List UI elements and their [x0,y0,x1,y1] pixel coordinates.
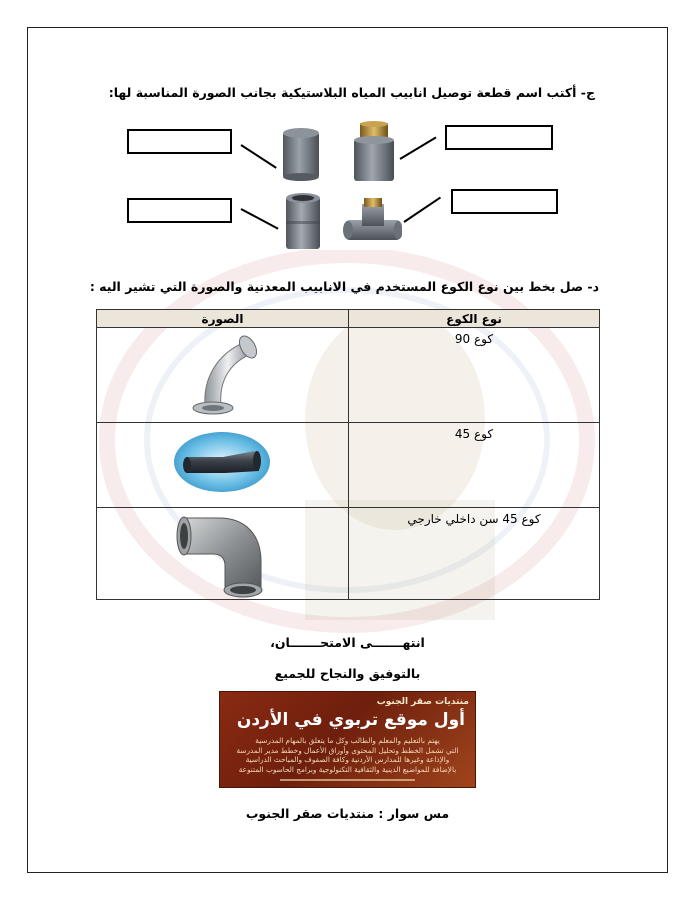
column-header-image: الصورة [97,310,349,328]
elbow-type-cell[interactable] [349,508,600,600]
elbow-image-cell[interactable] [97,508,349,600]
forum-banner[interactable] [219,691,476,788]
pipe-elbow-blue-background-image [173,431,271,493]
banner-divider [280,779,415,781]
pvc-end-cap-image [281,126,321,182]
good-luck-text: بالتوفيق والنجاح للجميع [274,666,421,681]
banner-line: بالإضافة للمواضيع الدينية والثقافية التكنولوجية وبرامج الحاسوب المتنوعة [238,764,457,774]
answer-box-2[interactable] [445,125,553,150]
answer-box-1[interactable] [127,129,232,154]
answer-box-4[interactable] [451,189,558,214]
banner-description [230,736,465,774]
elbow-type-cell[interactable] [349,328,600,423]
elbow-matching-table [96,309,600,600]
signature: مس سوار : منتديات صقر الجنوب [245,806,450,821]
elbow-type-cell[interactable] [349,423,600,508]
banner-line: يهتم بالتعليم والمعلم والطالب وكل ما يتعلق بالمهام المدرسية [255,736,440,745]
elbow-type-label: كوع 90 [454,332,494,346]
threaded-elbow-90-image [175,510,269,598]
table-row [97,508,600,600]
column-header-type: نوع الكوع [349,310,600,328]
pvc-coupling-image [283,191,323,254]
elbow-image-cell[interactable] [97,328,349,423]
elbow-type-label: كوع 45 [454,427,494,441]
banner-forum-name: منتديات صقر الجنوب [376,697,469,707]
table-header-row [97,310,600,328]
banner-line: والإذاعة وغيرها للمدارس الأردنية وكافة الصفوف والمباحث الدراسية [245,755,450,764]
exam-end-text: انتهـــــــى الامتحـــــــان، [270,635,425,650]
banner-title: أول موقع تربوي في الأردن [236,710,465,730]
banner-line: التي تشمل الخطط وتحليل المحتوى وأوراق الأعمال وخطط مدير المدرسة [236,745,459,755]
elbow-type-label: كوع 45 سن داخلي خارجي [407,512,541,526]
pvc-brass-adapter-image [350,121,398,185]
answer-box-3[interactable] [127,198,232,223]
pvc-tee-image [342,196,404,248]
section-d-heading: د- صل بخط بين نوع الكوع المستخدم في الانابيب المعدنية والصورة التي تشير اليه : [89,279,599,294]
table-row [97,423,600,508]
sanitary-elbow-45-image [183,330,263,418]
table-row [97,328,600,423]
section-c-heading: ج- أكتب اسم قطعة توصيل انابيب المياه البلاستيكية بجانب الصورة المناسبة لها: [108,85,595,100]
elbow-image-cell[interactable] [97,423,349,508]
